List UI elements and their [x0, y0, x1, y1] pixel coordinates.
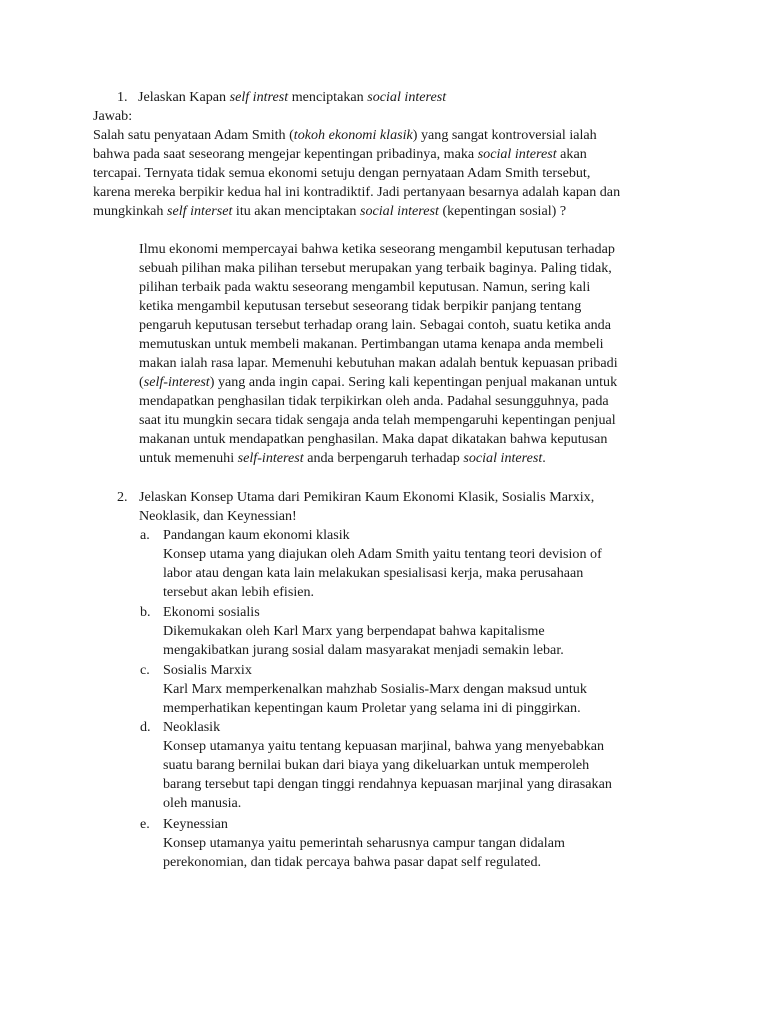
jawab-label: Jawab: [93, 108, 133, 124]
q1-title-part-b: self intrest [229, 89, 289, 105]
q1-title-part-d: social interest [367, 89, 447, 105]
para2-line-8 [139, 373, 617, 392]
item-d-line-2: suatu barang bernilai bukan dari biaya yang dikeluarkan untuk memperoleh [163, 757, 590, 773]
para2-l12c: anda berpengaruh terhadap [303, 450, 464, 466]
item-b-letter: b. [140, 604, 151, 620]
para2-line-1: Ilmu ekonomi mempercayai bahwa ketika seseorang mengambil keputusan terhadap [139, 241, 615, 257]
para1-l2b: social interest [477, 146, 557, 162]
question-1-number: 1. [117, 89, 128, 105]
para2-line-5: pengaruh keputusan tersebut terhadap orang lain. Sebagai contoh, suatu ketika anda [139, 317, 611, 333]
para1-line-5 [93, 202, 566, 221]
para1-l2c: akan [556, 146, 587, 162]
para1-line-2 [93, 145, 587, 164]
item-c-line-2: memperhatikan kepentingan kaum Proletar yang selama ini di pinggirkan. [163, 700, 581, 716]
para1-l5c: itu akan menciptakan [232, 203, 360, 219]
para2-l8a: ( [139, 374, 144, 390]
item-a-line-3: tersebut akan lebih efisien. [163, 584, 315, 600]
para1-l5a: mungkinkah [93, 203, 167, 219]
question-2-title-line-1: Jelaskan Konsep Utama dari Pemikiran Kaum Ekonomi Klasik, Sosialis Marxix, [139, 489, 595, 505]
para2-line-3: pilihan terbaik pada waktu seseorang mengambil keputusan. Namun, sering kali [139, 279, 591, 295]
item-e-line-1: Konsep utamanya yaitu pemerintah seharusnya campur tangan didalam [163, 835, 565, 851]
item-c-line-1: Karl Marx memperkenalkan mahzhab Sosialis-Marx dengan maksud untuk [163, 681, 587, 697]
para1-l5b: self interset [167, 203, 233, 219]
para2-l12b: self-interest [237, 450, 304, 466]
item-c-letter: c. [140, 662, 150, 678]
para2-line-12 [139, 449, 546, 468]
para1-line-4: karena mereka berpikir kedua hal ini kontradiktif. Jadi pertanyaan besarnya adalah kapan dan [93, 184, 621, 200]
item-d-line-3: barang tersebut tapi dengan tinggi rendahnya kepuasan marjinal yang dirasakan [163, 776, 612, 792]
item-d-heading: Neoklasik [163, 719, 221, 735]
item-c-heading: Sosialis Marxix [163, 662, 252, 678]
para1-l5d: social interest [359, 203, 439, 219]
item-b-line-1: Dikemukakan oleh Karl Marx yang berpendapat bahwa kapitalisme [163, 623, 545, 639]
question-1-title [138, 88, 446, 107]
item-a-heading: Pandangan kaum ekonomi klasik [163, 527, 350, 543]
item-a-line-1: Konsep utama yang diajukan oleh Adam Smith yaitu tentang teori devision of [163, 546, 602, 562]
para2-l12e: . [542, 450, 546, 466]
item-a-letter: a. [140, 527, 150, 543]
item-b-line-2: mengakibatkan jurang sosial dalam masyarakat menjadi semakin lebar. [163, 642, 564, 658]
item-a-line-2: labor atau dengan kata lain melakukan spesialisasi kerja, maka perusahaan [163, 565, 584, 581]
q1-title-part-c: menciptakan [288, 89, 368, 105]
para2-l12a: untuk memenuhi [139, 450, 238, 466]
para2-line-9: mendapatkan penghasilan tidak terpikirkan oleh anda. Padahal sesungguhnya, pada [139, 393, 609, 409]
para1-line-1 [93, 126, 597, 145]
item-e-heading: Keynessian [163, 816, 228, 832]
question-2-title-line-2: Neoklasik, dan Keynessian! [139, 508, 297, 524]
q1-title-part-a: Jelaskan Kapan [138, 89, 230, 105]
para1-l1a: Salah satu penyataan Adam Smith ( [93, 127, 294, 143]
item-d-letter: d. [140, 719, 151, 735]
para1-l1b: tokoh ekonomi klasik [293, 127, 413, 143]
para1-l2a: bahwa pada saat seseorang mengejar kepentingan pribadinya, maka [93, 146, 478, 162]
para2-l12d: social interest [463, 450, 543, 466]
para2-line-10: saat itu mungkin secara tidak sengaja anda telah mempengaruhi kepentingan penjual [139, 412, 616, 428]
item-b-heading: Ekonomi sosialis [163, 604, 260, 620]
para1-line-3: tercapai. Ternyata tidak semua ekonomi setuju dengan pernyataan Adam Smith tersebut, [93, 165, 591, 181]
para2-l8c: ) yang anda ingin capai. Sering kali kepentingan penjual makanan untuk [209, 374, 618, 390]
para2-line-6: memutuskan untuk membeli makanan. Pertimbangan utama kenapa anda membeli [139, 336, 604, 352]
item-e-letter: e. [140, 816, 150, 832]
item-d-line-4: oleh manusia. [163, 795, 242, 811]
para2-line-2: sebuah pilihan maka pilihan tersebut merupakan yang terbaik baginya. Paling tidak, [139, 260, 612, 276]
para2-l8b: self-interest [143, 374, 210, 390]
item-d-line-1: Konsep utamanya yaitu tentang kepuasan marjinal, bahwa yang menyebabkan [163, 738, 605, 754]
para2-line-11: makanan untuk mendapatkan penghasilan. Maka dapat dikatakan bahwa keputusan [139, 431, 608, 447]
para1-l1c: ) yang sangat kontroversial ialah [412, 127, 597, 143]
para1-l5e: (kepentingan sosial) ? [438, 203, 567, 219]
para2-line-7: makan ialah rasa lapar. Memenuhi kebutuhan makan adalah bentuk kepuasan pribadi [139, 355, 618, 371]
question-2-number: 2. [117, 489, 128, 505]
para2-line-4: ketika mengambil keputusan tersebut seseorang tidak berpikir panjang tentang [139, 298, 582, 314]
item-e-line-2: perekonomian, dan tidak percaya bahwa pasar dapat self regulated. [163, 854, 542, 870]
